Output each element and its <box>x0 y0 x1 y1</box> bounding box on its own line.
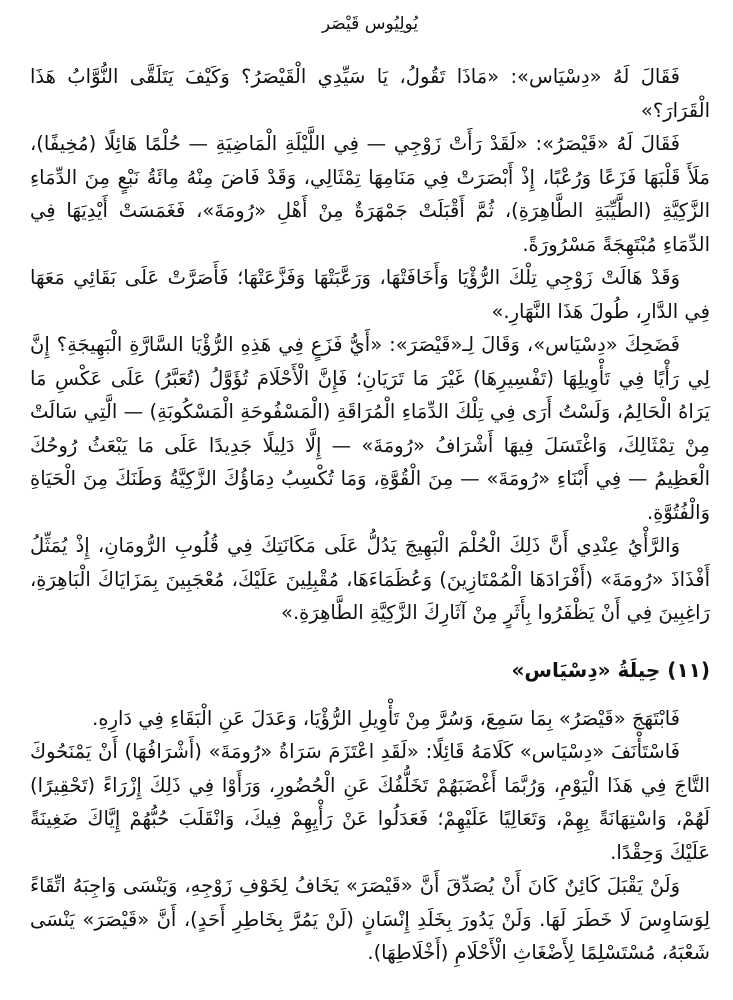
running-header: يُولِيُوس قَيْصَر <box>321 14 419 34</box>
paragraph: فَابْتَهَجَ «قَيْصَرُ» بِمَا سَمِعَ، وَسُرَّ مِنْ تَأْوِيلِ الرُّؤْيَا، وَعَدَلَ عَنِ الْبَقَاءِ فِي دَارِهِ. <box>92 706 680 730</box>
text-block-1 <box>30 60 710 630</box>
text-block-2 <box>30 702 710 970</box>
paragraph: وَالرَّأْيُ عِنْدِي أَنَّ ذَلِكَ الْحُلْمَ الْبَهِيجَ يَدُلُّ عَلَى مَكَانَتِكَ فِي قُلُوبِ الرُّومَانِ، إِذْ يُمَثِّلُ أَفْذَاذَ «رُومَةَ» (أَفْرَادَهَا الْمُمْتَازِينَ) وَعُظَمَاءَهَا، مُقْبِلِينَ عَلَيْكَ، مُعْجَبِينَ بِمَزَايَاكَ الْبَاهِرَةِ، رَاغِبِينَ فِي أَنْ يَظْفَرُوا بِأَثَرٍ مِنْ آثَارِكَ الزَّكِيَّةِ الطَّاهِرَةِ.» <box>30 534 710 624</box>
section-heading: (١١) حِيلَةُ «دِسْيَاس» <box>511 657 710 682</box>
paragraph: فَقَالَ لَهُ «دِسْيَاس»: «مَاذَا تَقُولُ، يَا سَيِّدِي الْقَيْصَرُ؟ وَكَيْفَ يَتَلَقَّى النُّوَّابُ هَذَا الْقَرَارَ؟» <box>30 65 710 122</box>
paragraph: وَقَدْ هَالَتْ زَوْجِي تِلْكَ الرُّؤْيَا وَأَخَافَتْهَا، وَرَعَّبَتْهَا وَفَزَّعَتْهَا؛ فَأَصَرَّتْ عَلَى بَقَائِي مَعَهَا فِي الدَّارِ، طُولَ هَذَا النَّهَارِ.» <box>30 266 710 323</box>
book-page <box>30 0 710 1000</box>
paragraph: وَلَنْ يَقْبَلَ كَائِنٌ كَانَ أَنْ يُصَدِّقَ أَنَّ «قَيْصَرَ» يَخَافُ لِخَوْفِ زَوْجِهِ، وَيَنْسَى وَاجِبَهُ اتِّقَاءً لِوَسَاوِسَ لَا خَطَرَ لَهَا. وَلَنْ يَدُورَ بِخَلَدِ إِنْسَانٍ (لَنْ يَمُرَّ بِخَاطِرِ أَحَدٍ)، أَنَّ «قَيْصَرَ» يَنْسَى شَعْبَهُ، مُسْتَسْلِمًا لِأَضْغَاثِ الْأَحْلَامِ (أَخْلَاطِهَا). <box>30 874 710 964</box>
paragraph: فَاسْتَأْنَفَ «دِسْيَاس» كَلَامَهُ قَائِلًا: «لَقَدِ اعْتَزَمَ سَرَاةُ «رُومَةَ» (أَشْرَافُهَا) أَنْ يَمْنَحُوكَ التَّاجَ فِي هَذَا الْيَوْمِ، وَرُبَّمَا أَغْضَبَهُمْ تَخَلُّفُكَ عَنِ الْحُضُورِ، وَرَأَوْا فِي ذَلِكَ إِزْرَاءً (تَحْقِيرًا) لَهُمْ، وَاسْتِهَانَةً بِهِمْ، وَتَعَالِيًا عَلَيْهِمْ؛ فَعَدَلُوا عَنْ رَأْيِهِمْ فِيكَ، وَانْقَلَبَ حُبُّهُمْ إِيَّاكَ ضَغِينَةً عَلَيْكَ وَحِقْدًا. <box>30 740 710 864</box>
paragraph: فَضَحِكَ «دِسْيَاس»، وَقَالَ لِـ«قَيْصَرَ»: «أَيُّ فَزَعٍ فِي هَذِهِ الرُّؤْيَا السَّارَّةِ الْبَهِيجَةِ؟ إِنَّ لِي رَأْيًا فِي تَأْوِيلِهَا (تَفْسِيرِهَا) غَيْرَ مَا تَرَيَانِ؛ فَإِنَّ الْأَحْلَامَ تُؤَوَّلُ (تُعَبَّرُ) عَلَى عَكْسِ مَا يَرَاهُ الْحَالِمُ، وَلَسْتُ أَرَى فِي تِلْكَ الدِّمَاءِ الْمُرَاقَةِ (الْمَسْفُوحَةِ الْمَسْكُوبَةِ) — الَّتِي سَالَتْ مِنْ تِمْثَالِكَ، وَاغْتَسَلَ فِيهَا أَشْرَافُ «رُومَةَ» — إِلَّا دَلِيلًا جَدِيدًا عَلَى مَا يَبْعَثُ رُوحُكَ الْعَظِيمُ — فِي أَبْنَاءِ «رُومَةَ» — مِنَ الْقُوَّةِ، وَمَا تُكْسِبُ دِمَاؤُكَ الزَّكِيَّةُ وَطَنَكَ مِنَ الْحَيَاةِ وَالْفُتُوَّةِ. <box>30 333 710 524</box>
paragraph: فَقَالَ لَهُ «قَيْصَرُ»: «لَقَدْ رَأَتْ زَوْجِي — فِي اللَّيْلَةِ الْمَاضِيَةِ — حُلْمًا هَائِلًا (مُخِيفًا)، مَلَأَ قَلْبَهَا فَزَعًا وَرُعْبًا، إِذْ أَبْصَرَتْ فِي مَنَامِهَا تِمْثَالِي، وَقَدْ فَاضَ مِنْهُ مِائَةُ نَبْعٍ مِنَ الدِّمَاءِ الزَّكِيَّةِ (الطَّيِّبَةِ الطَّاهِرَةِ)، ثُمَّ أَقْبَلَتْ جَمْهَرَةٌ مِنْ أَهْلِ «رُومَةَ»، فَغَمَسَتْ أَيْدِيَهَا فِي الدِّمَاءِ مُبْتَهِجَةً مَسْرُورَةً. <box>30 132 710 256</box>
